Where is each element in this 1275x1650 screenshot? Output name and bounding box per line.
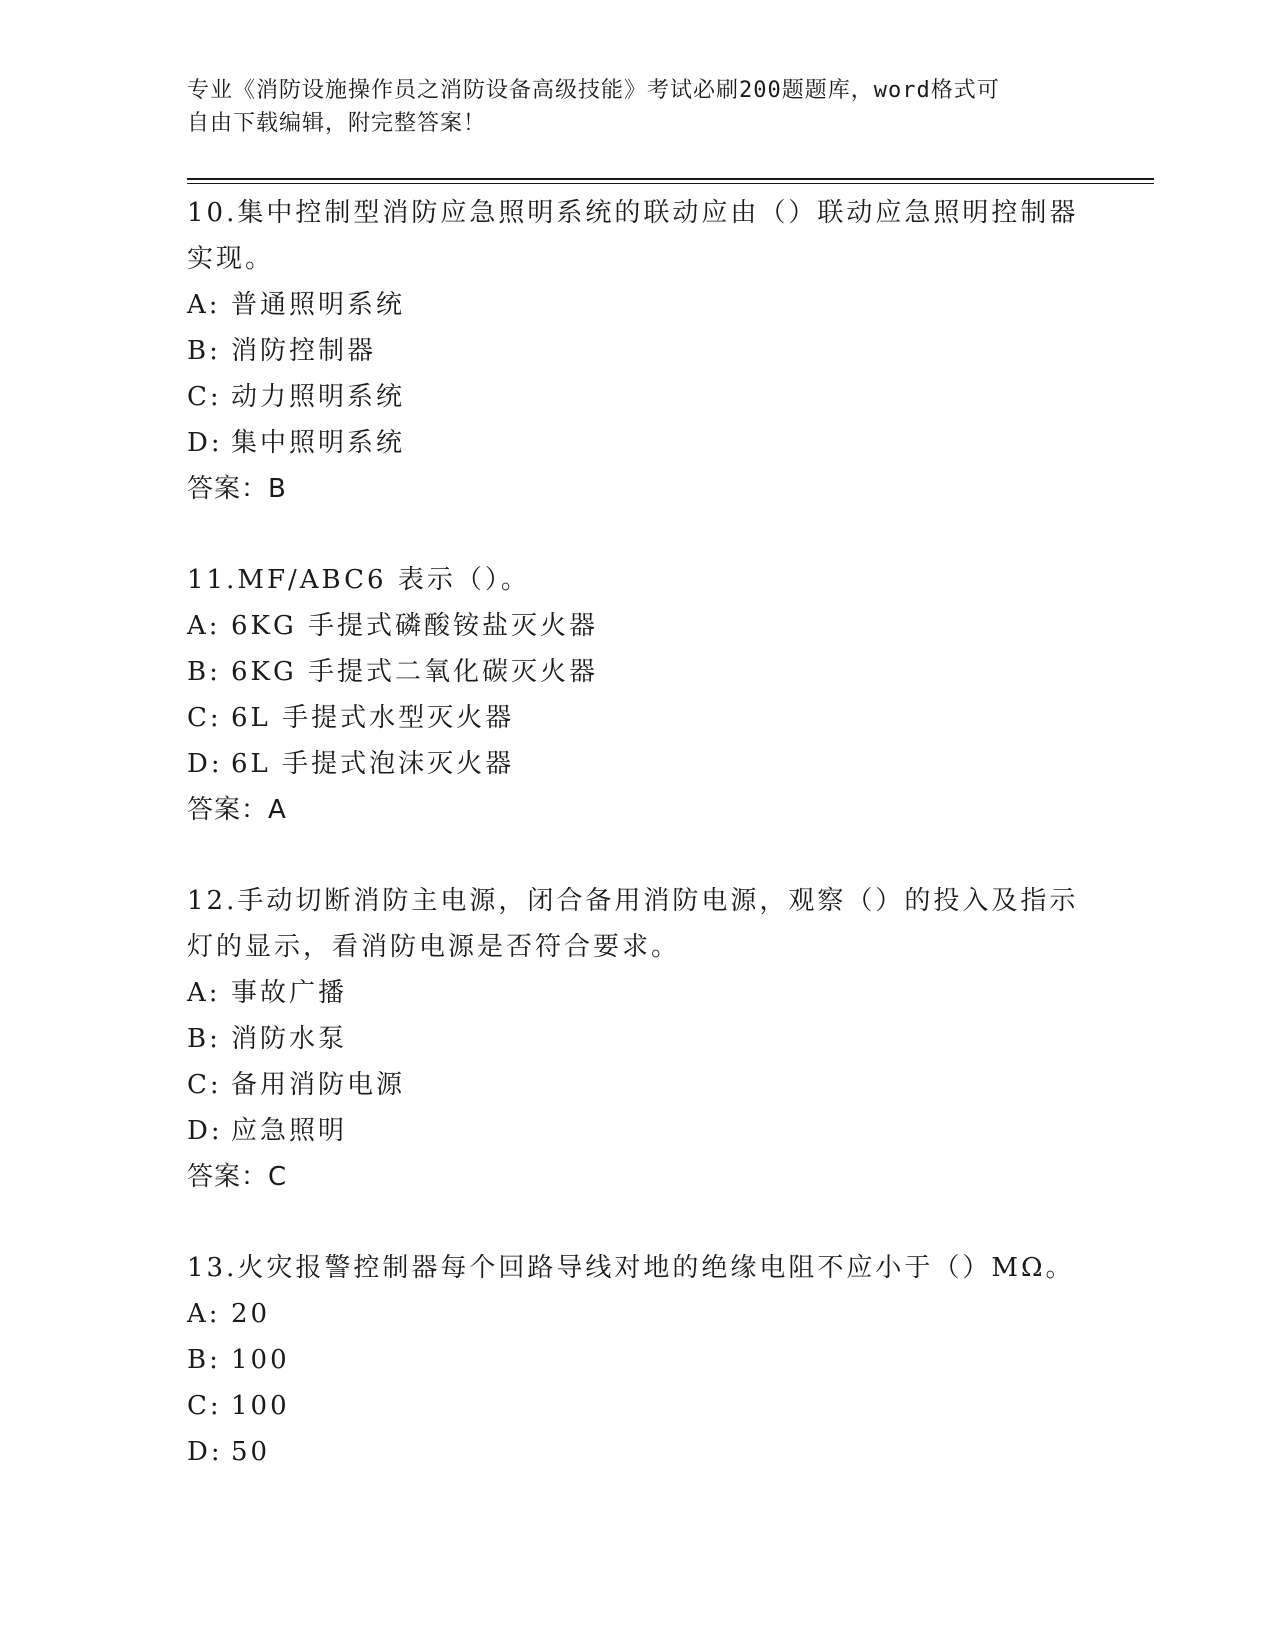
option-key: D: bbox=[187, 1116, 223, 1146]
option-text: 6KG 手提式磷酸铵盐灭火器 bbox=[231, 611, 599, 641]
option-d bbox=[187, 1108, 1087, 1154]
option-key: B: bbox=[187, 657, 221, 687]
question-10 bbox=[187, 190, 1087, 512]
option-text: 6KG 手提式二氧化碳灭火器 bbox=[231, 657, 599, 687]
option-key: B: bbox=[187, 336, 221, 366]
question-stem-line-2: 灯的显示，看消防电源是否符合要求。 bbox=[187, 932, 681, 962]
option-text: 事故广播 bbox=[231, 978, 348, 1008]
question-stem-line-2: 实现。 bbox=[187, 244, 275, 274]
question-stem-line-1: 13.火灾报警控制器每个回路导线对地的绝缘电阻不应小于（）MΩ。 bbox=[187, 1253, 1075, 1283]
option-text: 备用消防电源 bbox=[231, 1070, 406, 1100]
answer-line: 答案：C bbox=[187, 1162, 288, 1192]
option-b bbox=[187, 649, 1087, 695]
option-d bbox=[187, 741, 1087, 787]
option-text: 6L 手提式水型灭火器 bbox=[231, 703, 515, 733]
option-key: A: bbox=[187, 978, 221, 1008]
question-list bbox=[187, 190, 1087, 1520]
option-d bbox=[187, 420, 1087, 466]
option-key: C: bbox=[187, 1070, 222, 1100]
question-stem-line-1: 10.集中控制型消防应急照明系统的联动应由（）联动应急照明控制器 bbox=[187, 198, 1079, 228]
question-11 bbox=[187, 557, 1087, 833]
option-text: 20 bbox=[231, 1299, 271, 1329]
header-line-2: 自由下载编辑，附完整答案！ bbox=[187, 111, 487, 136]
option-c bbox=[187, 1062, 1087, 1108]
document-header bbox=[187, 74, 1067, 140]
question-12 bbox=[187, 878, 1087, 1200]
option-text: 50 bbox=[231, 1437, 271, 1467]
question-13 bbox=[187, 1245, 1087, 1475]
option-key: D: bbox=[187, 1437, 223, 1467]
option-b bbox=[187, 328, 1087, 374]
answer-line: 答案：B bbox=[187, 474, 287, 504]
question-stem-line-1: 12.手动切断消防主电源，闭合备用消防电源，观察（）的投入及指示 bbox=[187, 886, 1079, 916]
option-c bbox=[187, 695, 1087, 741]
option-text: 消防控制器 bbox=[231, 336, 377, 366]
option-b bbox=[187, 1016, 1087, 1062]
option-a bbox=[187, 603, 1087, 649]
option-text: 消防水泵 bbox=[231, 1024, 348, 1054]
option-key: D: bbox=[187, 428, 223, 458]
option-a bbox=[187, 970, 1087, 1016]
option-d bbox=[187, 1429, 1087, 1475]
header-divider-thin bbox=[187, 183, 1154, 184]
option-text: 100 bbox=[231, 1345, 290, 1375]
option-key: B: bbox=[187, 1024, 221, 1054]
answer-line: 答案：A bbox=[187, 795, 287, 825]
header-line-1: 专业《消防设施操作员之消防设备高级技能》考试必刷200题题库，word格式可 bbox=[187, 78, 1000, 103]
option-b bbox=[187, 1337, 1087, 1383]
option-text: 100 bbox=[231, 1391, 290, 1421]
option-a bbox=[187, 282, 1087, 328]
option-key: C: bbox=[187, 1391, 222, 1421]
option-key: C: bbox=[187, 382, 222, 412]
option-key: A: bbox=[187, 1299, 221, 1329]
option-c bbox=[187, 374, 1087, 420]
option-key: A: bbox=[187, 290, 221, 320]
question-stem-line-1: 11.MF/ABC6 表示（）。 bbox=[187, 565, 530, 595]
option-text: 普通照明系统 bbox=[231, 290, 406, 320]
option-text: 应急照明 bbox=[231, 1116, 348, 1146]
option-c bbox=[187, 1383, 1087, 1429]
option-key: A: bbox=[187, 611, 221, 641]
option-key: D: bbox=[187, 749, 223, 779]
option-a bbox=[187, 1291, 1087, 1337]
option-text: 集中照明系统 bbox=[231, 428, 406, 458]
header-divider-thick bbox=[187, 178, 1154, 180]
option-key: B: bbox=[187, 1345, 221, 1375]
option-text: 动力照明系统 bbox=[231, 382, 406, 412]
option-text: 6L 手提式泡沫灭火器 bbox=[231, 749, 515, 779]
option-key: C: bbox=[187, 703, 222, 733]
